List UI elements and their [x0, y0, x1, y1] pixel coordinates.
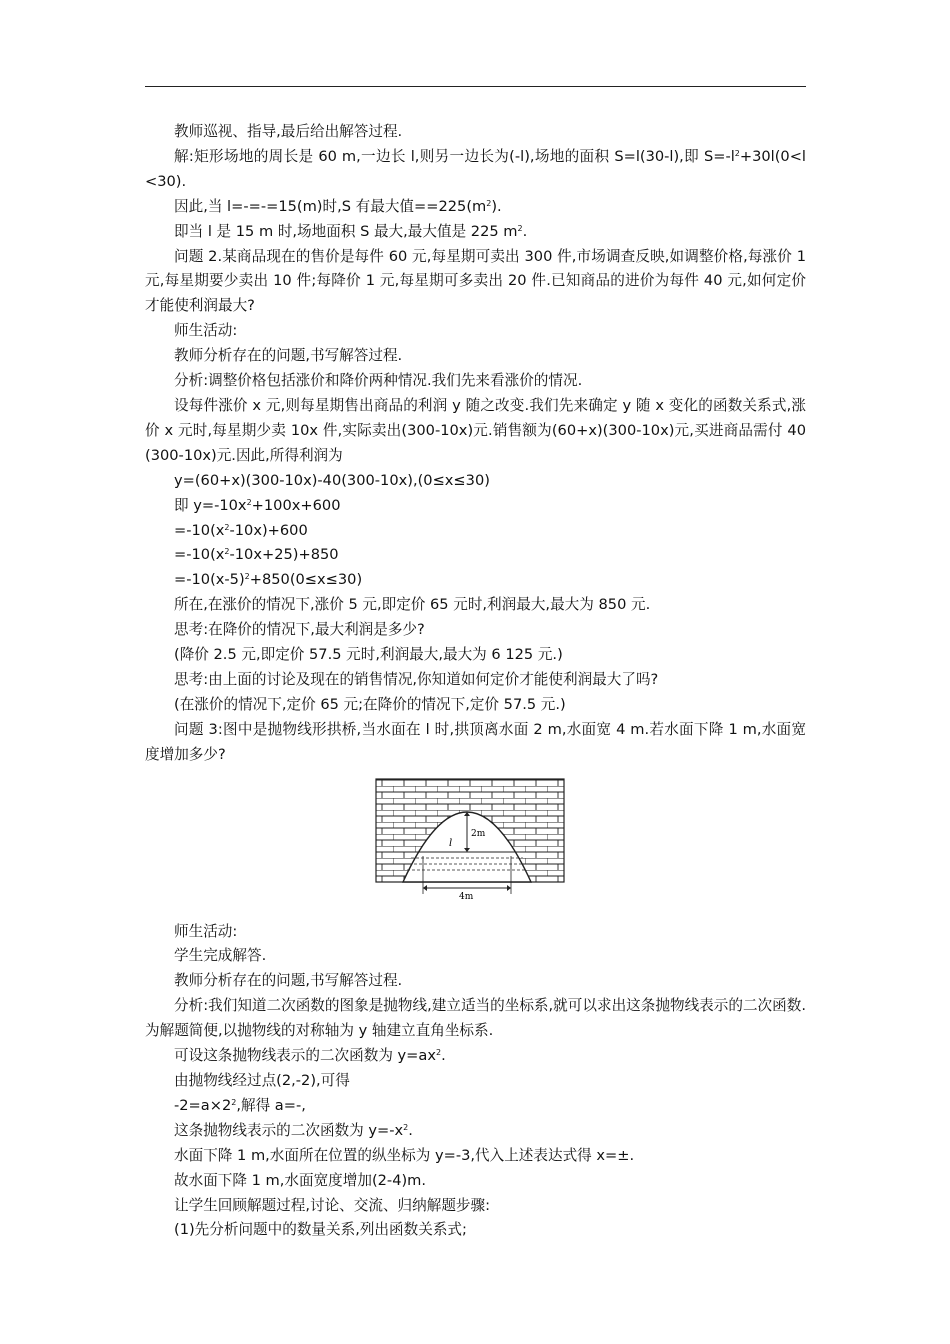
height-label: 2m: [471, 828, 486, 839]
paragraph: 水面下降 1 m,水面所在位置的纵坐标为 y=-3,代入上述表达式得 x=±.: [174, 1146, 635, 1164]
equation: $=-10(x^2-10x+25)+850$: [174, 546, 339, 564]
paragraph: 教师分析存在的问题,书写解答过程.: [174, 347, 403, 365]
arch-bridge-figure: [145, 774, 806, 914]
equation: $=-10(x-5)^2+850(0\le x\le 30)$: [174, 571, 363, 589]
paragraph: (1)先分析问题中的数量关系,列出函数关系式;: [174, 1221, 467, 1239]
equation: $-2=a\times 2^2$,解得 a=-,: [174, 1096, 306, 1114]
paragraph: 可设这条抛物线表示的二次函数为 $y=ax^2$.: [174, 1047, 446, 1065]
paragraph: 学生完成解答.: [174, 947, 267, 965]
paragraph: 思考:在降价的情况下,最大利润是多少?: [174, 621, 425, 639]
paragraph: 思考:由上面的讨论及现在的销售情况,你知道如何定价才能使利润最大了吗?: [174, 670, 659, 688]
paragraph: 师生活动:: [174, 922, 238, 940]
paragraph: 由抛物线经过点(2,-2),可得: [174, 1072, 350, 1089]
paragraph: (在涨价的情况下,定价 65 元;在降价的情况下,定价 57.5 元.): [174, 695, 566, 713]
equation: 即 $y=-10x^2+100x+600$: [174, 496, 341, 514]
equation: y=(60+x)(300-10x)-40(300-10x),(0≤x≤30): [174, 471, 490, 489]
paragraph: 教师巡视、指导,最后给出解答过程.: [174, 123, 403, 140]
paragraph: 设每件涨价 x 元,则每星期售出商品的利润 y 随之改变.我们先来确定 y 随 x 变化的函数关系式,涨价 x 元时,每星期少卖 10x 件,实际卖出(300-10x)元.销售额为(60+x)(300-10x)元,买进商品需付 40(300-10x)元.因此,所得利润为: [145, 396, 806, 464]
problem-2: 问题 2.某商品现在的售价是每件 60 元,每星期可卖出 300 件,市场调查反映,如调整价格,每涨价 1 元,每星期要少卖出 10 件;每降价 1 元,每星期可多卖出 20 件.已知商品的进价为每件 40 元,如何定价才能使利润最大?: [145, 247, 806, 315]
width-label: 4m: [459, 891, 474, 902]
arch-bridge-diagram: [371, 774, 571, 904]
equation: $=-10(x^2-10x)+600$: [174, 521, 308, 539]
water-level-label: l: [449, 837, 453, 849]
problem-3: 问题 3:图中是抛物线形拱桥,当水面在 l 时,拱顶离水面 2 m,水面宽 4 m.若水面下降 1 m,水面宽度增加多少?: [145, 720, 806, 763]
paragraph: 所在,在涨价的情况下,涨价 5 元,即定价 65 元时,利润最大,最大为 850 元.: [174, 596, 651, 614]
paragraph: 教师分析存在的问题,书写解答过程.: [174, 972, 403, 990]
paragraph: (降价 2.5 元,即定价 57.5 元时,利润最大,最大为 6 125 元.): [174, 646, 563, 664]
paragraph: 让学生回顾解题过程,讨论、交流、归纳解题步骤:: [174, 1196, 491, 1214]
paragraph: 解:矩形场地的周长是 60 m,一边长 l,则另一边长为(-l),场地的面积 S=l(30-l),即 $S=-l^2+30l(0<l<30)$.: [145, 147, 806, 190]
paragraph: 师生活动:: [174, 322, 238, 340]
paragraph: 分析:调整价格包括涨价和降价两种情况.我们先来看涨价的情况.: [174, 372, 583, 390]
paragraph: 因此,当 l=-=-=15(m)时,S 有最大值$==225(m^2)$.: [174, 197, 502, 215]
paragraph: 这条抛物线表示的二次函数为 $y=-x^2$.: [174, 1121, 413, 1139]
paragraph: 分析:我们知道二次函数的图象是抛物线,建立适当的坐标系,就可以求出这条抛物线表示的二次函数.为解题简便,以抛物线的对称轴为 y 轴建立直角坐标系.: [145, 997, 806, 1040]
document-body: [145, 120, 806, 1243]
paragraph: 故水面下降 1 m,水面宽度增加(2-4)m.: [174, 1171, 427, 1189]
header-rule: [145, 86, 806, 87]
paragraph: 即当 l 是 15 m 时,场地面积 S 最大,最大值是 225 $m^2$.: [174, 222, 528, 240]
